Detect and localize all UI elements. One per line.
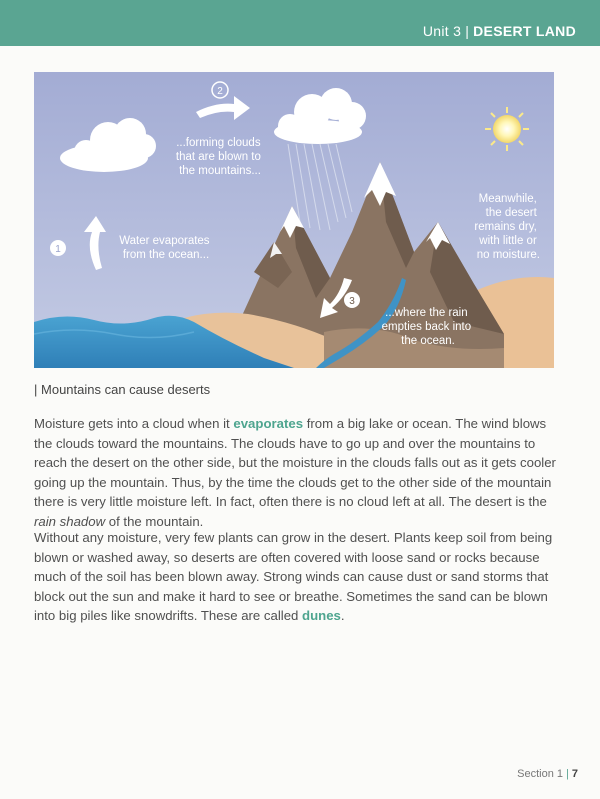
step-3-number: 3 (349, 296, 355, 307)
paragraph-1 (34, 414, 564, 532)
unit-header (423, 23, 576, 39)
page-number: 7 (571, 768, 578, 780)
water-cycle-diagram (34, 72, 554, 368)
paragraph-2 (34, 528, 564, 626)
step-1-label: Water evaporates from the ocean... (119, 235, 210, 261)
vocab-evaporates: evaporates (233, 416, 304, 431)
caption-text: Mountains can cause deserts (41, 382, 211, 397)
step-2-number: 2 (217, 86, 223, 97)
paragraph-2-text-2: . (340, 608, 345, 624)
header-separator: | (465, 23, 470, 39)
caption-bar: | (34, 382, 38, 397)
paragraph-1-text: Moisture gets into a cloud when it (34, 416, 234, 431)
paragraph-1-text-3: of the mountain. (105, 513, 204, 529)
step-1-number: 1 (55, 244, 61, 255)
term-rain-shadow: rain shadow (34, 513, 106, 529)
vocab-dunes: dunes (302, 608, 341, 624)
step-3-label: ...where the rain empties back into the ocean. (381, 307, 472, 347)
desert-label: Meanwhile, the desert remains dry, with little or no moisture. (474, 193, 540, 261)
unit-title: DESERT LAND (473, 23, 576, 39)
paragraph-2-text: Without any moisture, very few plants can grow in the desert. Plants keep soil from being blown or washed away, so deserts are often covered with loose sand or rocks because much of the soil has been blown away. Strong winds can cause dust or sand storms that block out the sun and make it hard to see or breathe. Sometimes the sand can be blown into big piles like snowdrifts. These are called (34, 530, 553, 624)
step-2-label: ...forming clouds that are blown to the mountains... (175, 137, 261, 177)
step-3-badge (344, 292, 360, 308)
step-1-badge (50, 240, 66, 256)
unit-label: Unit 3 (422, 23, 462, 39)
footer-separator: | (566, 768, 569, 780)
page-footer (517, 768, 578, 780)
section-label: Section 1 (517, 768, 564, 780)
unit-header-bar (0, 0, 600, 46)
paragraph-1-text-2: from a big lake or ocean. The wind blows the clouds toward the mountains. The clouds have to go up and over the mountains to reach the desert on the other side, but the moisture in the clouds falls out as it gets cooler going up the mountain. Thus, by the time the clouds get to the other side of the mountain there is very little moisture left. In fact, often there is no cloud left at all. The desert is the (34, 416, 556, 510)
figure-caption (34, 382, 210, 397)
